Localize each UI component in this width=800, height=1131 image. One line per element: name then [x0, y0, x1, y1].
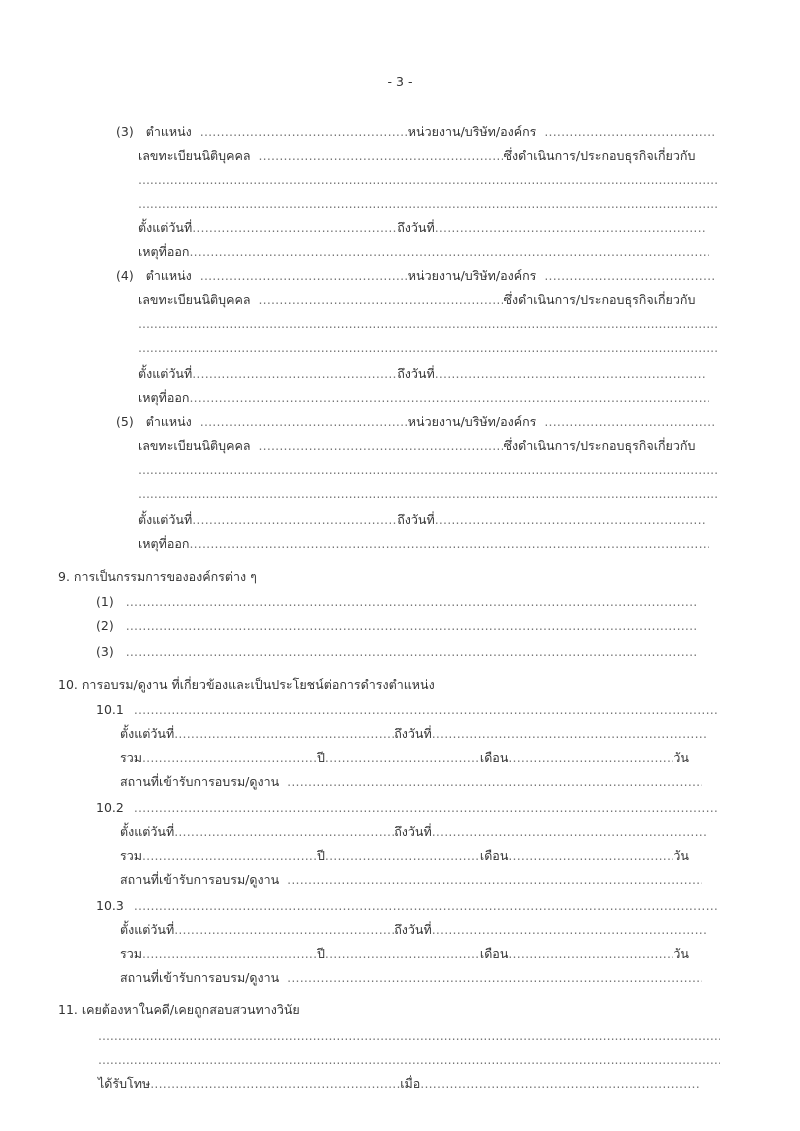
when-field[interactable] — [420, 1076, 700, 1092]
business-field-line-1[interactable] — [138, 462, 718, 480]
penalty-label: ได้รับโทษ — [98, 1076, 151, 1091]
position-label: ตำแหน่ง — [145, 414, 192, 429]
entry-number: (3) — [116, 124, 134, 139]
committee-field-3[interactable] — [126, 644, 696, 660]
committee-field-2[interactable] — [126, 618, 696, 634]
place-field[interactable] — [287, 774, 702, 790]
from-date-field[interactable] — [174, 824, 394, 840]
to-date-label: ถึงวันที่ — [397, 220, 435, 235]
position-label: ตำแหน่ง — [145, 124, 192, 139]
org-field[interactable] — [544, 268, 716, 284]
business-field-line-2[interactable] — [138, 340, 718, 358]
section-10-title: 10. การอบรม/ดูงาน ที่เกี่ยวข้องและเป็นประโยชน์ต่อการดำรงตำแหน่ง — [58, 677, 435, 692]
entry-number: (4) — [116, 268, 134, 283]
training-date-row — [120, 726, 707, 744]
from-date-field[interactable] — [174, 922, 394, 938]
position-label: ตำแหน่ง — [145, 268, 192, 283]
months-field[interactable] — [325, 750, 480, 766]
training-place-row — [120, 774, 702, 792]
reason-label: เหตุที่ออก — [138, 390, 190, 405]
to-date-field[interactable] — [432, 922, 707, 938]
training-title-field[interactable] — [134, 800, 719, 816]
business-label: ซึ่งดำเนินการ/ประกอบธุรกิจเกี่ยวกับ — [503, 148, 696, 163]
entry-5-date-row — [138, 512, 705, 530]
business-field-line-1[interactable] — [138, 316, 718, 334]
training-duration-row — [120, 750, 689, 768]
years-field[interactable] — [142, 848, 317, 864]
days-field[interactable] — [508, 946, 673, 962]
registration-field[interactable] — [258, 438, 503, 454]
total-label: รวม — [120, 946, 142, 961]
business-label: ซึ่งดำเนินการ/ประกอบธุรกิจเกี่ยวกับ — [503, 292, 696, 307]
committee-item-2 — [96, 618, 696, 636]
month-label: เดือน — [479, 946, 509, 961]
to-date-label: ถึงวันที่ — [397, 512, 435, 527]
day-label: วัน — [673, 848, 689, 863]
entry-3-date-row — [138, 220, 705, 238]
item-number: (2) — [96, 618, 114, 633]
business-field-line-2[interactable] — [138, 196, 718, 214]
training-title-row — [96, 898, 719, 916]
position-field[interactable] — [200, 268, 408, 284]
reason-label: เหตุที่ออก — [138, 536, 190, 551]
training-title-row — [96, 800, 719, 818]
to-date-label: ถึงวันที่ — [394, 824, 432, 839]
case-detail-line-2[interactable] — [98, 1052, 720, 1070]
org-label: หน่วยงาน/บริษัท/องค์กร — [407, 124, 537, 139]
from-date-field[interactable] — [192, 220, 397, 236]
place-label: สถานที่เข้ารับการอบรม/ดูงาน — [120, 872, 280, 887]
registration-label: เลขทะเบียนนิติบุคคล — [138, 438, 251, 453]
item-number: (3) — [96, 644, 114, 659]
registration-label: เลขทะเบียนนิติบุคคล — [138, 148, 251, 163]
from-date-label: ตั้งแต่วันที่ — [120, 922, 175, 937]
total-label: รวม — [120, 750, 142, 765]
training-duration-row — [120, 848, 689, 866]
reason-field[interactable] — [189, 536, 709, 552]
entry-3-position-row — [116, 124, 716, 142]
position-field[interactable] — [200, 124, 408, 140]
penalty-field[interactable] — [150, 1076, 400, 1092]
training-place-row — [120, 872, 702, 890]
from-date-field[interactable] — [192, 512, 397, 528]
place-field[interactable] — [287, 872, 702, 888]
page-number: - 3 - — [387, 74, 413, 89]
from-date-field[interactable] — [192, 366, 397, 382]
registration-field[interactable] — [258, 292, 503, 308]
business-field-line-1[interactable] — [138, 172, 718, 190]
to-date-label: ถึงวันที่ — [397, 366, 435, 381]
training-date-row — [120, 922, 707, 940]
training-date-row — [120, 824, 707, 842]
from-date-label: ตั้งแต่วันที่ — [120, 726, 175, 741]
year-label: ปี — [316, 848, 325, 863]
training-number: 10.3 — [96, 898, 124, 913]
org-field[interactable] — [544, 124, 716, 140]
org-label: หน่วยงาน/บริษัท/องค์กร — [407, 414, 537, 429]
training-title-field[interactable] — [134, 702, 719, 718]
registration-label: เลขทะเบียนนิติบุคคล — [138, 292, 251, 307]
place-field[interactable] — [287, 970, 702, 986]
training-title-row — [96, 702, 719, 720]
month-label: เดือน — [479, 848, 509, 863]
entry-4-position-row — [116, 268, 716, 286]
month-label: เดือน — [479, 750, 509, 765]
section-11-title: 11. เคยต้องหาในคดี/เคยถูกสอบสวนทางวินัย — [58, 1002, 300, 1017]
business-label: ซึ่งดำเนินการ/ประกอบธุรกิจเกี่ยวกับ — [503, 438, 696, 453]
to-date-label: ถึงวันที่ — [394, 922, 432, 937]
days-field[interactable] — [508, 848, 673, 864]
entry-number: (5) — [116, 414, 134, 429]
committee-field-1[interactable] — [126, 594, 696, 610]
entry-4-date-row — [138, 366, 705, 384]
to-date-field[interactable] — [435, 220, 705, 236]
entry-4-reason-row — [138, 390, 709, 408]
days-field[interactable] — [508, 750, 673, 766]
org-label: หน่วยงาน/บริษัท/องค์กร — [407, 268, 537, 283]
year-label: ปี — [316, 946, 325, 961]
to-date-field[interactable] — [435, 366, 705, 382]
entry-3-reason-row — [138, 244, 709, 262]
when-label: เมื่อ — [400, 1076, 421, 1091]
entry-5-position-row — [116, 414, 716, 432]
entry-5-registration-row — [138, 438, 695, 456]
years-field[interactable] — [142, 750, 317, 766]
training-title-field[interactable] — [134, 898, 719, 914]
case-detail-line-1[interactable] — [98, 1028, 720, 1046]
reason-field[interactable] — [189, 390, 709, 406]
reason-field[interactable] — [189, 244, 709, 260]
training-place-row — [120, 970, 702, 988]
place-label: สถานที่เข้ารับการอบรม/ดูงาน — [120, 970, 280, 985]
penalty-row — [98, 1076, 700, 1094]
training-number: 10.2 — [96, 800, 124, 815]
committee-item-3 — [96, 644, 696, 662]
to-date-field[interactable] — [432, 726, 707, 742]
committee-item-1 — [96, 594, 696, 612]
item-number: (1) — [96, 594, 114, 609]
registration-field[interactable] — [258, 148, 503, 164]
position-field[interactable] — [200, 414, 408, 430]
business-field-line-2[interactable] — [138, 486, 718, 504]
from-date-field[interactable] — [174, 726, 394, 742]
years-field[interactable] — [142, 946, 317, 962]
from-date-label: ตั้งแต่วันที่ — [138, 220, 193, 235]
months-field[interactable] — [325, 848, 480, 864]
training-number: 10.1 — [96, 702, 124, 717]
from-date-label: ตั้งแต่วันที่ — [120, 824, 175, 839]
reason-label: เหตุที่ออก — [138, 244, 190, 259]
total-label: รวม — [120, 848, 142, 863]
months-field[interactable] — [325, 946, 480, 962]
entry-5-reason-row — [138, 536, 709, 554]
entry-3-registration-row — [138, 148, 695, 166]
place-label: สถานที่เข้ารับการอบรม/ดูงาน — [120, 774, 280, 789]
training-duration-row — [120, 946, 689, 964]
year-label: ปี — [316, 750, 325, 765]
day-label: วัน — [673, 750, 689, 765]
entry-4-registration-row — [138, 292, 695, 310]
to-date-label: ถึงวันที่ — [394, 726, 432, 741]
from-date-label: ตั้งแต่วันที่ — [138, 366, 193, 381]
org-field[interactable] — [544, 414, 716, 430]
day-label: วัน — [673, 946, 689, 961]
section-9-title: 9. การเป็นกรรมการขององค์กรต่าง ๆ — [58, 569, 257, 584]
to-date-field[interactable] — [435, 512, 705, 528]
to-date-field[interactable] — [432, 824, 707, 840]
from-date-label: ตั้งแต่วันที่ — [138, 512, 193, 527]
